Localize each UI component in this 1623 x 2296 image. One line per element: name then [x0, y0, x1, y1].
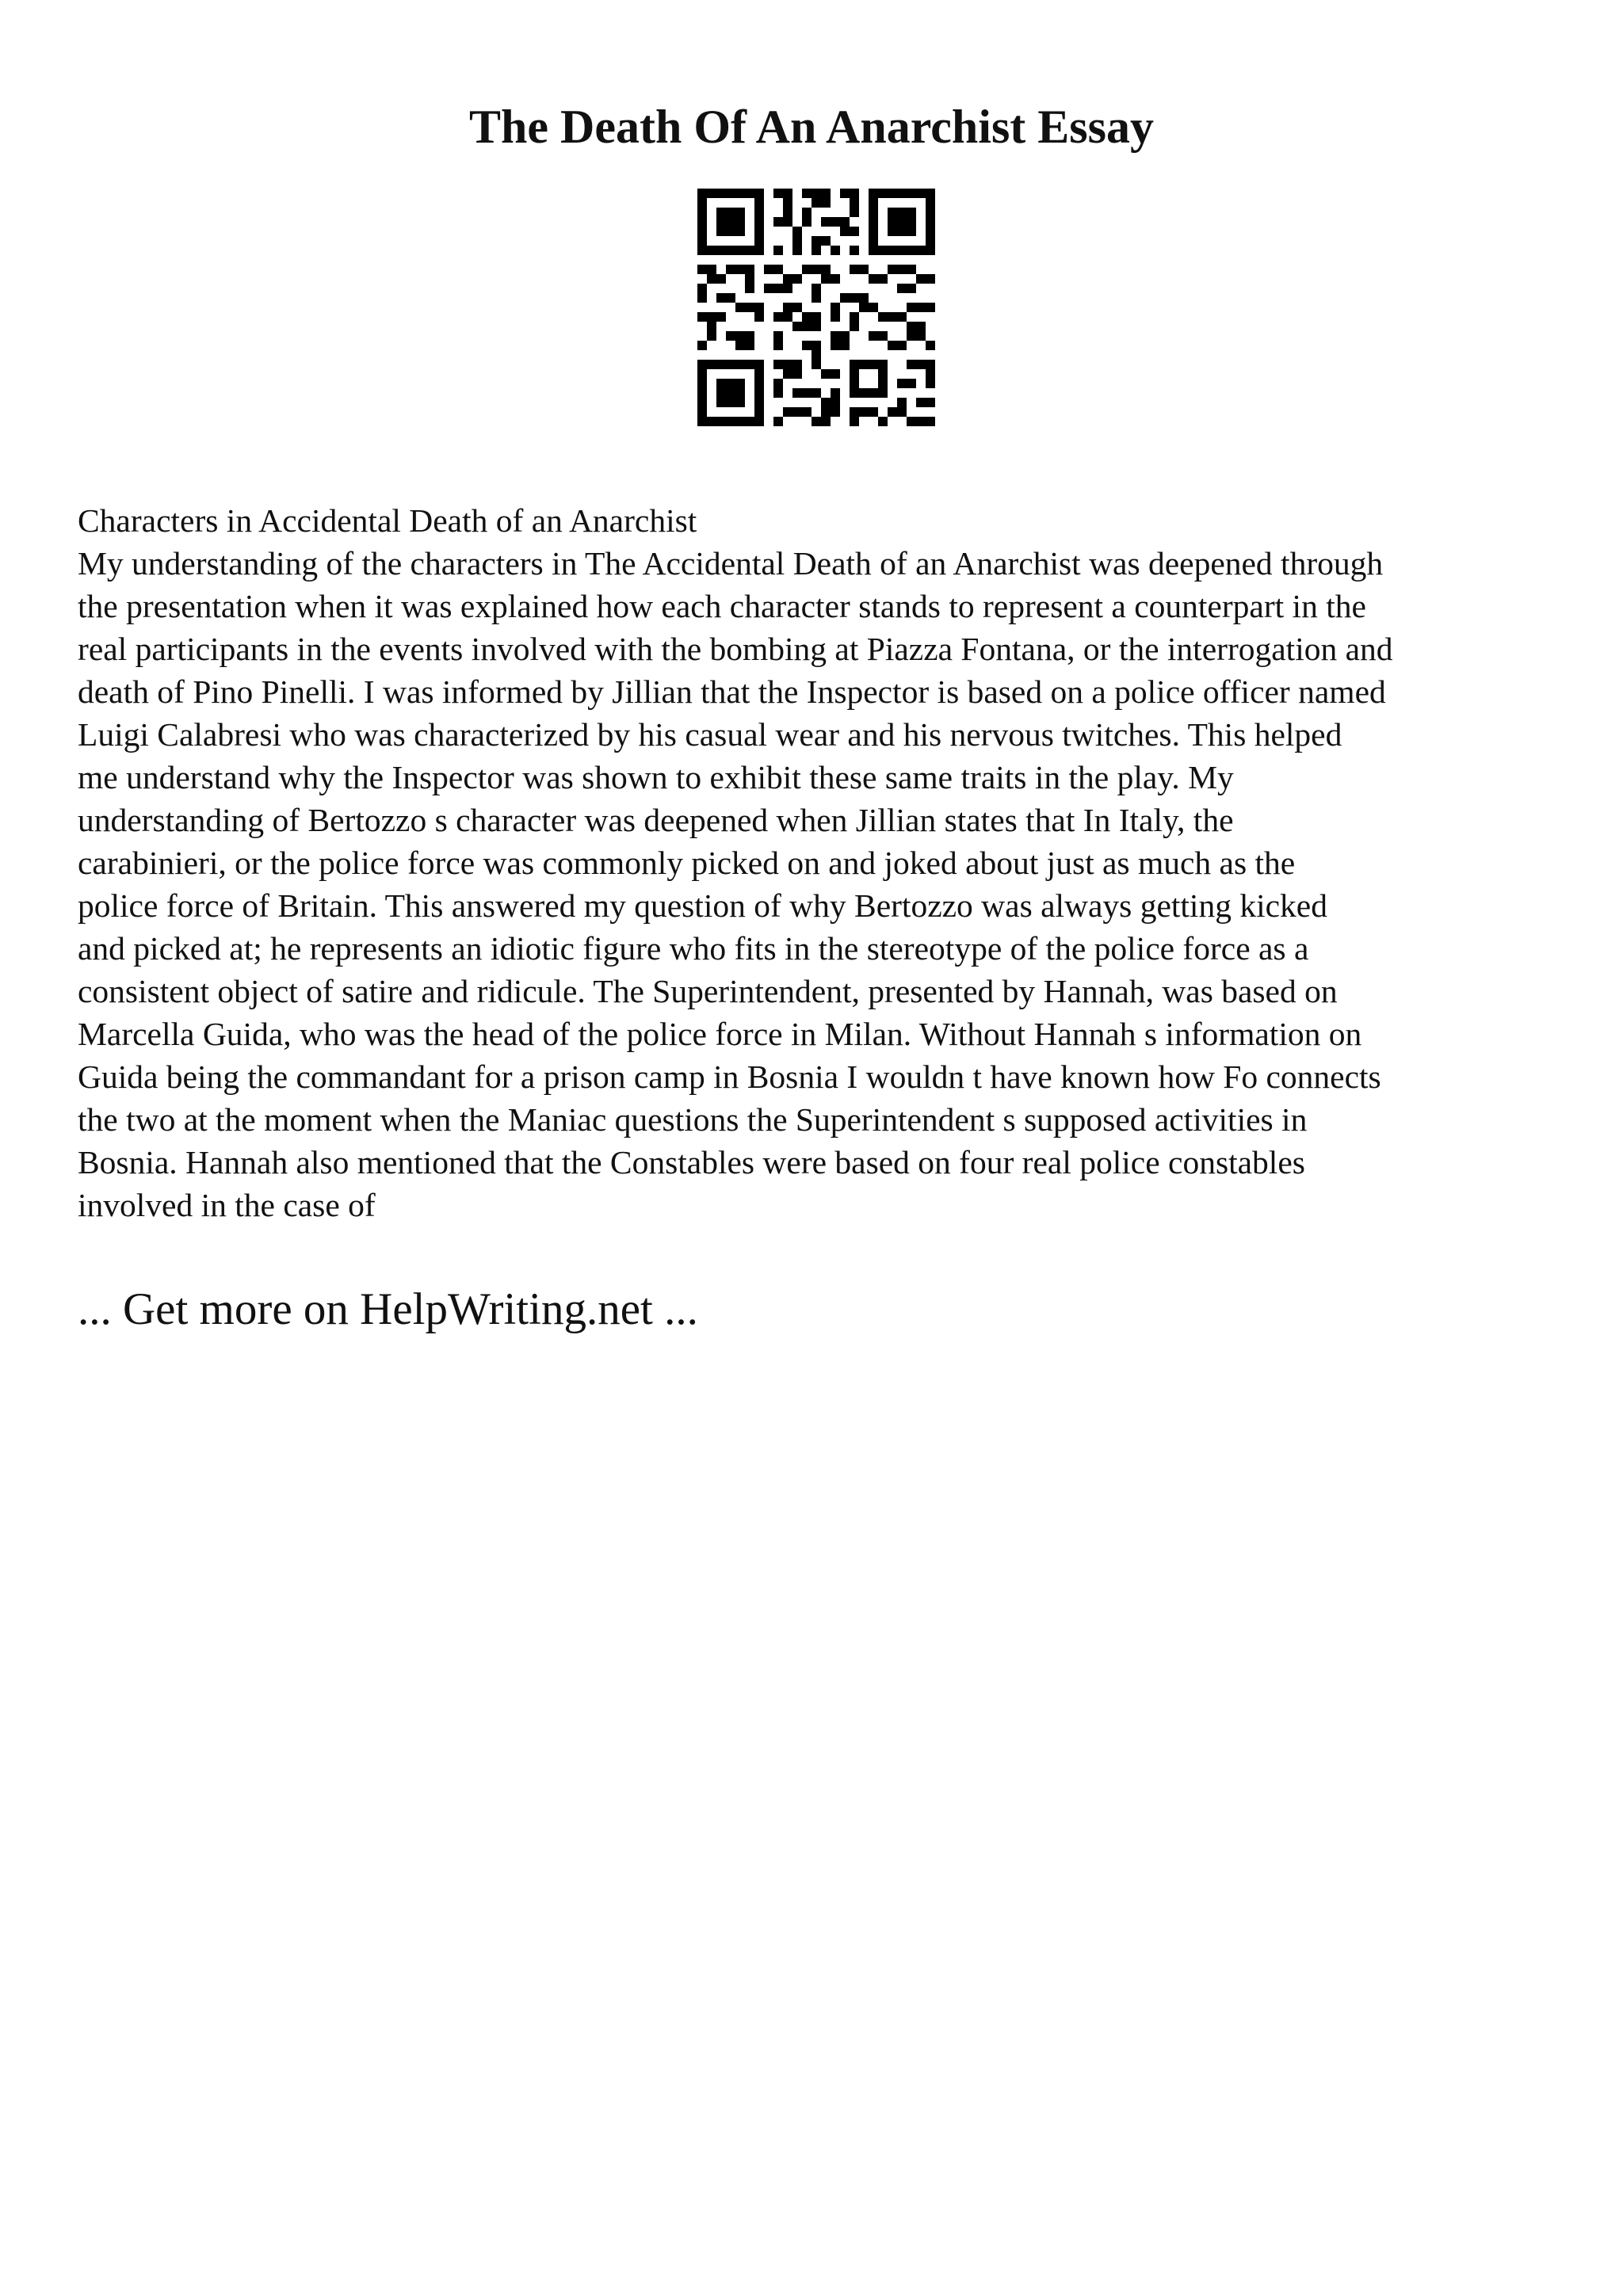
- page-title: The Death Of An Anarchist Essay: [468, 101, 1155, 153]
- qr-code-icon: [697, 189, 935, 426]
- essay-line: real participants in the events involved with the bombing at Piazza Fontana, or the interrogation and: [78, 631, 1393, 667]
- essay-line: Luigi Calabresi who was characterized by his casual wear and his nervous twitches. This helped: [78, 716, 1342, 753]
- essay-line: death of Pino Pinelli. I was informed by Jillian that the Inspector is based on a police officer named: [78, 673, 1386, 710]
- essay-line: Bosnia. Hannah also mentioned that the Constables were based on four real police constables: [78, 1144, 1305, 1180]
- essay-line: police force of Britain. This answered my question of why Bertozzo was always getting kicked: [78, 887, 1327, 924]
- essay-heading: Characters in Accidental Death of an Anarchist: [78, 502, 697, 539]
- get-more-link[interactable]: ... Get more on HelpWriting.net ...: [78, 1284, 698, 1334]
- essay-line: the presentation when it was explained how each character stands to represent a counterpart in the: [78, 588, 1366, 624]
- essay-line: me understand why the Inspector was shown to exhibit these same traits in the play. My: [78, 759, 1234, 795]
- essay-line: understanding of Bertozzo s character was deepened when Jillian states that In Italy, the: [78, 802, 1234, 838]
- essay-line: Guida being the commandant for a prison camp in Bosnia I wouldn t have known how Fo connects: [78, 1058, 1381, 1095]
- essay-line: My understanding of the characters in The Accidental Death of an Anarchist was deepened through: [78, 545, 1384, 582]
- essay-line: consistent object of satire and ridicule. The Superintendent, presented by Hannah, was based on: [78, 973, 1338, 1009]
- essay-line: the two at the moment when the Maniac questions the Superintendent s supposed activities in: [78, 1101, 1308, 1138]
- essay-line: involved in the case of: [78, 1187, 376, 1223]
- essay-body: [78, 499, 1560, 1226]
- essay-line: and picked at; he represents an idiotic figure who fits in the stereotype of the police force as a: [78, 930, 1309, 967]
- essay-line: carabinieri, or the police force was commonly picked on and joked about just as much as the: [78, 845, 1296, 881]
- essay-line: Marcella Guida, who was the head of the police force in Milan. Without Hannah s information on: [78, 1016, 1362, 1052]
